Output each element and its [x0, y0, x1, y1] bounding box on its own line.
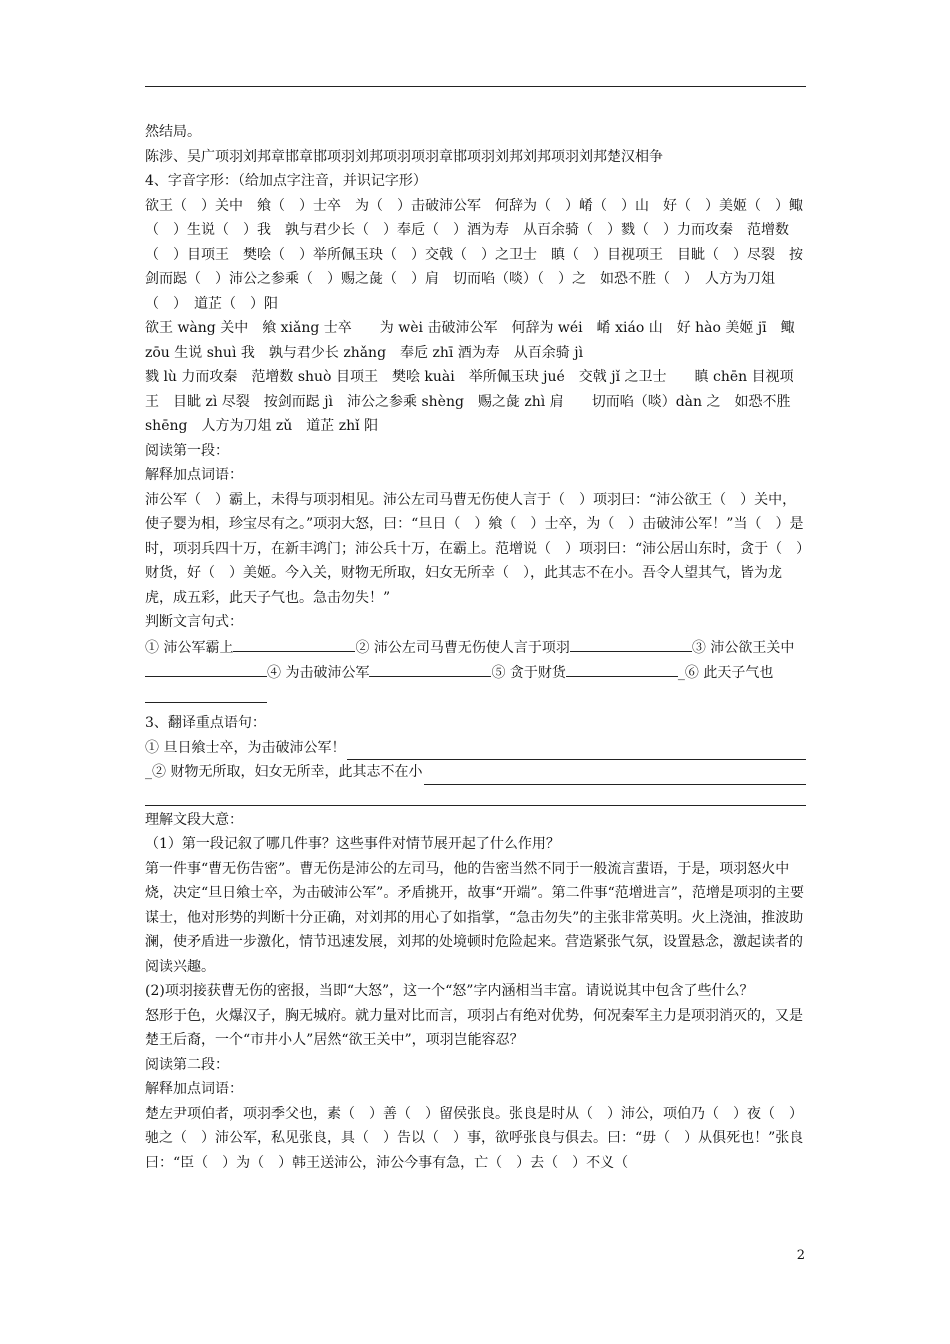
- pronunciation-exercise: 欲王（ ）关中 飨（ ）士卒 为（ ）击破沛公军 何辞为（ ）崤（ ）山 好（ ）美姬（ ）鲰（ ）生说（ ）我 孰与君少长（ ）奉卮（ ）酒为寿 从百余骑（ ）戮（ ）力而攻秦 范增数（ ）目项王 樊哙（ ）举所佩玉玦（ ）交戟（ ）之卫士 瞋（ ）目视项王 目眦（ ）尽裂 按剑而跽（ ）沛公之参乘（ ）赐之彘（ ）肩 切而啗（啖）（ ）之 如恐不胜（ ） 人方为刀俎（ ） 道芷（ ）阳: [145, 197, 803, 312]
- translation-item: ① 旦日飨士卒，为击破沛公军！: [145, 736, 806, 761]
- answer-blank[interactable]: [566, 660, 678, 677]
- header-rule: [145, 86, 806, 87]
- answer-blank[interactable]: [424, 768, 806, 785]
- section-heading: 解释加点词语：: [145, 467, 243, 483]
- question: （1）第一段记叙了哪几件事？这些事件对情节展开起了什么作用？: [145, 836, 560, 852]
- sentence-item: ④ 为击破沛公军: [267, 665, 370, 681]
- sentence-item: ② 沛公左司马曹无伤使人言于项羽: [355, 639, 570, 656]
- sentence-item: _⑥ 此天子气也: [677, 665, 774, 681]
- sentence-item: ⑤ 贪于财货: [491, 665, 566, 681]
- section-heading: 4、字音字形：（给加点字注音，并识记字形）: [145, 173, 427, 189]
- question: (2)项羽接获曹无伤的密报，当即“大怒”，这一个“怒”字内涵相当丰富。请说说其中包含了些什么？: [145, 983, 754, 999]
- section-heading: 阅读第二段：: [145, 1056, 229, 1073]
- pronunciation-answers: 欲王 wàng 关中 飨 xiǎng 士卒 为 wèi 击破沛公军 何辞为 wéi 崤 xiáo 山 好 hào 美姬 jī 鲰 zōu 生说 shuì 我 孰与君少长 zhǎng 奉卮 zhī 酒为寿 从百余骑 jì: [145, 320, 795, 361]
- sentence-item: ③ 沛公欲王关中: [691, 639, 795, 656]
- text-line: 陈涉、吴广项羽刘邦章邯章邯项羽刘邦项羽项羽章邯项羽刘邦刘邦项羽刘邦楚汉相争: [145, 148, 663, 165]
- passage-paragraph: 楚左尹项伯者，项羽季父也，素（ ）善（ ）留侯张良。张良是时从（ ）沛公，项伯乃（ ）夜（ ）驰之（ ）沛公军，私见张良，具（ ）告以（ ）事，欲呼张良与俱去。曰：“毋（ ）从俱死也！”张良曰：“臣（ ）为（ ）韩王送沛公，沛公今事有急，亡（ ）去（ ）不义（: [145, 1105, 804, 1171]
- answer-blank[interactable]: [145, 686, 267, 703]
- answer-blank[interactable]: [145, 660, 267, 677]
- section-heading: 3、翻译重点语句：: [145, 715, 266, 731]
- pronunciation-answers: 戮 lù 力而攻秦 范增数 shuò 目项王 樊哙 kuài 举所佩玉玦 jué 交戟 jǐ 之卫士 瞋 chēn 目视项王 目眦 zì 尽裂 按剑而跽 jì 沛公之参乘 shèng 赐之彘 zhì 肩 切而啗（啖）dàn 之 如恐不胜 shēng 人方为刀俎 zǔ 道芷 zhǐ 阳: [145, 369, 794, 434]
- sentence-item: ① 沛公军霸上: [145, 639, 234, 656]
- answer-blank[interactable]: [347, 743, 806, 760]
- answer-blank[interactable]: [570, 635, 692, 652]
- answer-paragraph: 第一件事“曹无伤告密”。曹无伤是沛公的左司马，他的告密当然不同于一般流言蜚语，于是，项羽怒火中烧，决定“旦日飨士卒，为击破沛公军”。矛盾挑开，故事“开端”。第二件事“范增进言”，范增是项羽的主要谋士，他对形势的判断十分正确，对刘邦的用心了如指掌，“急击勿失”的主张非常英明。火上浇油，推波助澜，使矛盾进一步激化，情节迅速发展，刘邦的处境顿时危险起来。营造紧张气氛，设置悬念，激起读者的阅读兴趣。: [145, 860, 804, 975]
- passage-paragraph: 沛公军（ ）霸上，未得与项羽相见。沛公左司马曹无伤使人言于（ ）项羽曰：“沛公欲王（ ）关中，使子婴为相，珍宝尽有之。”项羽大怒，曰：“旦日（ ）飨（ ）士卒，为（ ）击破沛公军！”当（ ）是时，项羽兵四十万，在新丰鸿门；沛公兵十万，在霸上。范增说（ ）项羽曰：“沛公居山东时，贪于（ ）财货，好（ ）美姬。今入关，财物无所取，妇女无所幸（ ），此其志不在小。吾令人望其气，皆为龙虎，成五彩，此天子气也。急击勿失！”: [145, 491, 804, 606]
- answer-paragraph: 怒形于色，火爆汉子，胸无城府。就力量对比而言，项羽占有绝对优势，何况秦军主力是项羽消灭的，又是楚王后裔，一个“市井小人”居然“欲王关中”，项羽岂能容忍？: [145, 1007, 803, 1048]
- translation-item: _② 财物无所取，妇女无所幸，此其志不在小: [145, 760, 806, 785]
- answer-line[interactable]: [145, 785, 806, 806]
- text-line: 然结局。: [145, 124, 201, 140]
- section-heading: 阅读第一段：: [145, 442, 229, 459]
- section-heading: 解释加点词语：: [145, 1081, 243, 1097]
- answer-blank[interactable]: [233, 635, 355, 652]
- sentence-pattern-exercise: [145, 635, 806, 712]
- answer-blank[interactable]: [369, 660, 491, 677]
- section-heading: 理解文段大意：: [145, 811, 243, 828]
- page-number: 2: [796, 1248, 805, 1263]
- section-heading: 判断文言句式：: [145, 614, 243, 630]
- document-body: [145, 120, 806, 1175]
